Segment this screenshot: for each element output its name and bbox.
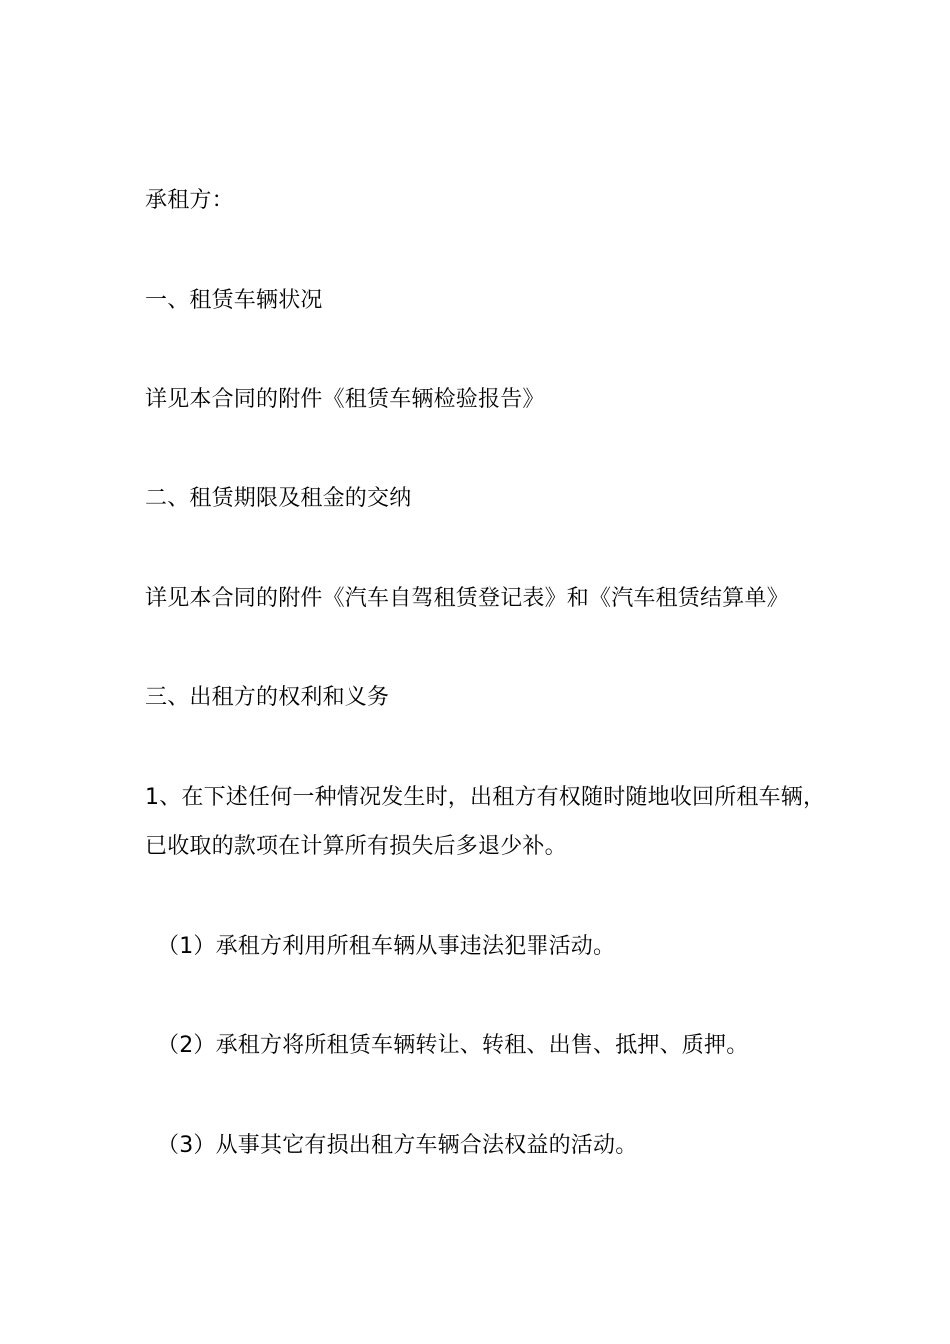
clause-1-line-1: 1、在下述任何一种情况发生时，出租方有权随时随地收回所租车辆， bbox=[145, 785, 826, 810]
clause-1-line-2: 已收取的款项在计算所有损失后多退少补。 bbox=[145, 834, 567, 859]
section-heading-2: 二、租赁期限及租金的交纳 bbox=[145, 486, 412, 511]
lessee-label: 承租方： bbox=[145, 188, 234, 213]
section-heading-1: 一、租赁车辆状况 bbox=[145, 288, 323, 313]
section-1-body: 详见本合同的附件《租赁车辆检验报告》 bbox=[145, 387, 545, 412]
section-2-body: 详见本合同的附件《汽车自驾租赁登记表》和《汽车租赁结算单》 bbox=[145, 586, 789, 611]
sub-clause-3: （3）从事其它有损出租方车辆合法权益的活动。 bbox=[157, 1133, 638, 1158]
sub-clause-2: （2）承租方将所租赁车辆转让、转租、出售、抵押、质押。 bbox=[157, 1033, 749, 1058]
sub-clause-1: （1）承租方利用所租车辆从事违法犯罪活动。 bbox=[157, 934, 616, 959]
section-heading-3: 三、出租方的权利和义务 bbox=[145, 685, 390, 710]
